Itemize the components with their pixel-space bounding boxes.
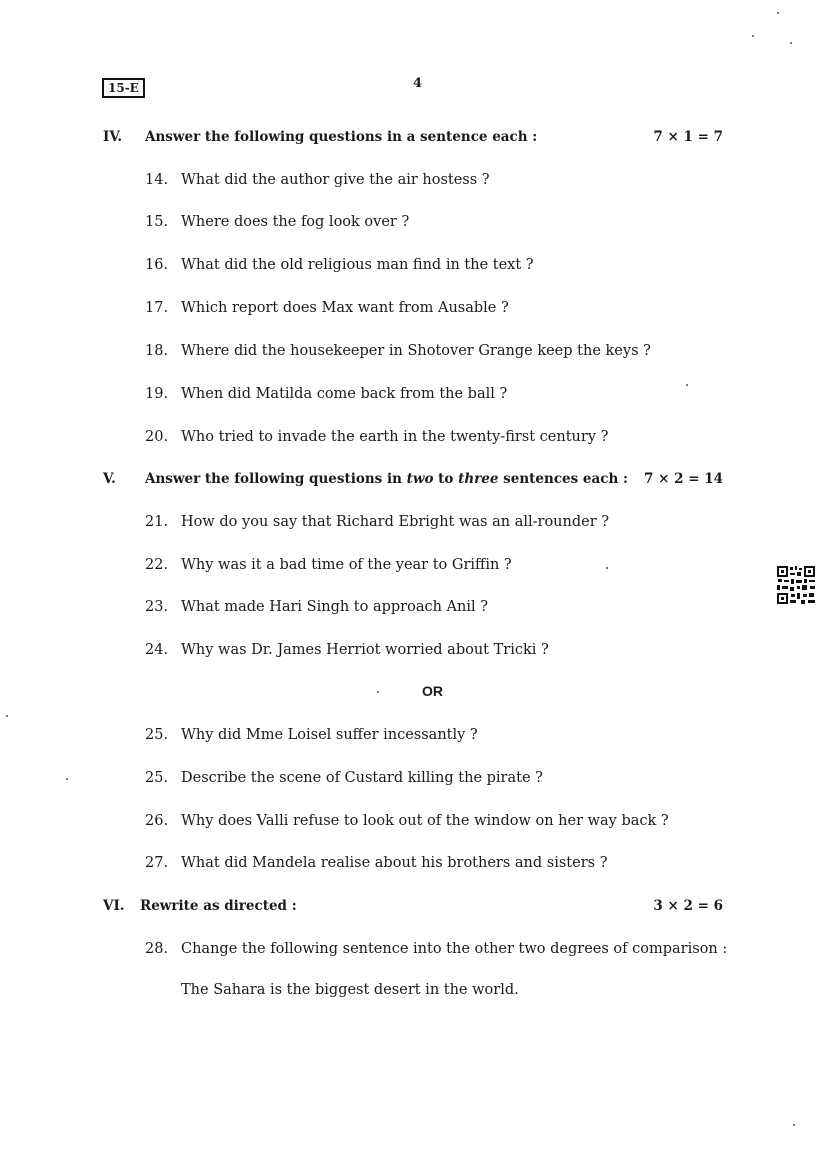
question-number: 26. bbox=[145, 813, 169, 829]
section-marks: 7 × 1 = 7 bbox=[653, 129, 723, 145]
question-number: 23. bbox=[145, 599, 169, 615]
question-number: 17. bbox=[145, 300, 169, 316]
question bbox=[145, 512, 609, 532]
question-text: How do you say that Richard Ebright was an all-rounder ? bbox=[181, 514, 610, 530]
question-number: 18. bbox=[145, 343, 169, 359]
question-text: Who tried to invade the earth in the twenty-first century ? bbox=[181, 429, 609, 445]
section-title: Answer the following questions in a sentence each : bbox=[145, 129, 538, 145]
question-number: 27. bbox=[145, 855, 169, 871]
question-number: 25. bbox=[145, 727, 169, 743]
question-number: 22. bbox=[145, 557, 169, 573]
question-number: 14. bbox=[145, 172, 169, 188]
question-text: Why was it a bad time of the year to Griffin ? bbox=[181, 557, 512, 573]
question-text: Which report does Max want from Ausable ? bbox=[181, 300, 509, 316]
question bbox=[145, 768, 543, 788]
question bbox=[145, 212, 409, 232]
question bbox=[145, 640, 549, 660]
title-italic: three bbox=[458, 471, 499, 487]
question bbox=[145, 725, 478, 745]
section-title: Rewrite as directed : bbox=[140, 898, 297, 914]
question bbox=[145, 298, 509, 318]
title-part: to bbox=[433, 471, 459, 487]
section-marks: 7 × 2 = 14 bbox=[644, 471, 723, 487]
question-text: Where did the housekeeper in Shotover Grange keep the keys ? bbox=[181, 343, 651, 359]
scan-speck bbox=[777, 12, 779, 14]
scan-speck bbox=[606, 567, 608, 569]
scan-speck bbox=[6, 715, 8, 717]
question-number: 25. bbox=[145, 770, 169, 786]
question bbox=[145, 853, 607, 873]
scan-speck bbox=[790, 42, 792, 44]
section-vi-heading bbox=[103, 896, 723, 916]
question bbox=[145, 427, 608, 447]
comparison-sentence: The Sahara is the biggest desert in the world. bbox=[181, 982, 519, 998]
question-text: What made Hari Singh to approach Anil ? bbox=[181, 599, 489, 615]
section-number: V. bbox=[103, 471, 116, 487]
question-text: When did Matilda come back from the ball ? bbox=[181, 386, 508, 402]
scan-speck bbox=[66, 778, 68, 780]
question-text: Why was Dr. James Herriot worried about Tricki ? bbox=[181, 642, 549, 658]
title-italic: two bbox=[406, 471, 434, 487]
question bbox=[145, 170, 490, 190]
question-number: 28. bbox=[145, 941, 169, 957]
question-text: What did Mandela realise about his brothers and sisters ? bbox=[181, 855, 608, 871]
section-iv-heading bbox=[103, 127, 723, 147]
question-text: What did the author give the air hostess ? bbox=[181, 172, 490, 188]
section-title bbox=[145, 469, 628, 489]
question-text: Why does Valli refuse to look out of the window on her way back ? bbox=[181, 813, 669, 829]
question bbox=[145, 555, 512, 575]
scan-speck bbox=[752, 35, 754, 37]
scan-speck bbox=[686, 384, 688, 386]
question-text: Change the following sentence into the other two degrees of comparison : bbox=[181, 941, 728, 957]
section-number: IV. bbox=[103, 129, 123, 145]
question bbox=[145, 597, 488, 617]
section-number: VI. bbox=[103, 898, 125, 914]
question-text: Where does the fog look over ? bbox=[181, 214, 410, 230]
page-number: 4 bbox=[413, 76, 423, 91]
scan-speck bbox=[377, 691, 379, 693]
question-text: Describe the scene of Custard killing the pirate ? bbox=[181, 770, 543, 786]
title-part: Answer the following questions in bbox=[145, 471, 407, 487]
paper-code-badge: 15-E bbox=[102, 78, 145, 98]
question bbox=[145, 939, 727, 959]
question bbox=[145, 384, 507, 404]
title-part: sentences each : bbox=[498, 471, 628, 487]
question bbox=[145, 341, 651, 361]
section-v-heading bbox=[103, 469, 723, 489]
section-marks: 3 × 2 = 6 bbox=[653, 898, 723, 914]
or-divider: OR bbox=[422, 683, 443, 699]
question-text: What did the old religious man find in the text ? bbox=[181, 257, 534, 273]
scan-speck bbox=[793, 1124, 795, 1126]
question-number: 16. bbox=[145, 257, 169, 273]
question bbox=[145, 255, 534, 275]
qr-code-icon bbox=[776, 565, 816, 605]
question-number: 24. bbox=[145, 642, 169, 658]
question-number: 19. bbox=[145, 386, 169, 402]
question-number: 20. bbox=[145, 429, 169, 445]
question-text: Why did Mme Loisel suffer incessantly ? bbox=[181, 727, 478, 743]
question-number: 21. bbox=[145, 514, 169, 530]
question-number: 15. bbox=[145, 214, 169, 230]
question bbox=[145, 811, 669, 831]
